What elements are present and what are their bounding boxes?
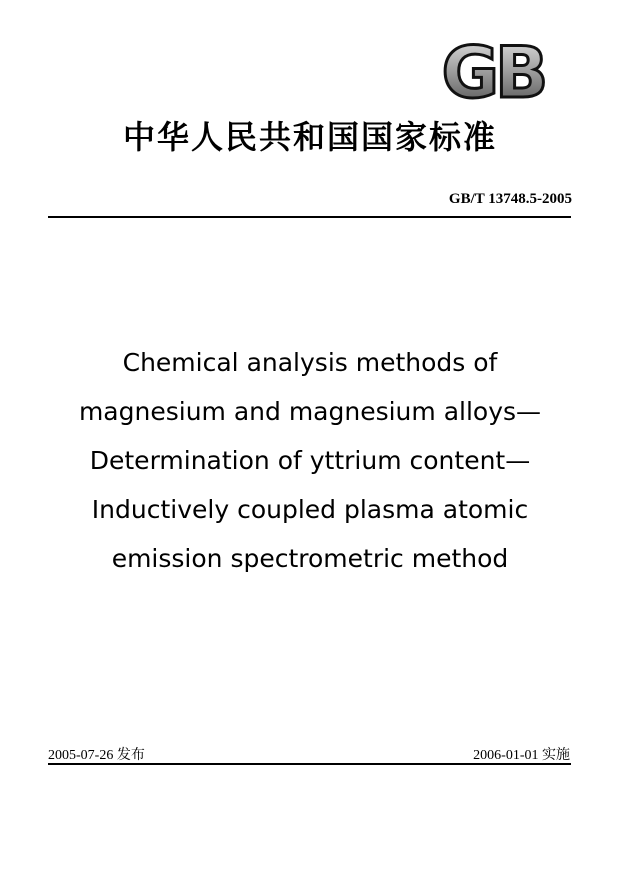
title-line: emission spectrometric method bbox=[111, 544, 509, 573]
top-divider bbox=[48, 216, 571, 218]
title-line: magnesium and magnesium alloys— bbox=[78, 397, 542, 426]
issue-date: 2005-07-26 发布 bbox=[48, 748, 145, 763]
organization-name: 中华人民共和国国家标准 bbox=[122, 118, 497, 156]
title-line: Inductively coupled plasma atomic bbox=[91, 495, 529, 524]
title-line: Chemical analysis methods of bbox=[122, 348, 498, 377]
title-line: Determination of yttrium content— bbox=[89, 446, 531, 475]
gb-logo-text: GB bbox=[441, 37, 545, 107]
bottom-divider bbox=[48, 763, 571, 765]
gb-logo bbox=[428, 37, 558, 107]
standard-number: GB/T 13748.5-2005 bbox=[448, 191, 572, 207]
effective-date: 2006-01-01 实施 bbox=[473, 748, 570, 763]
document-title bbox=[40, 338, 580, 583]
